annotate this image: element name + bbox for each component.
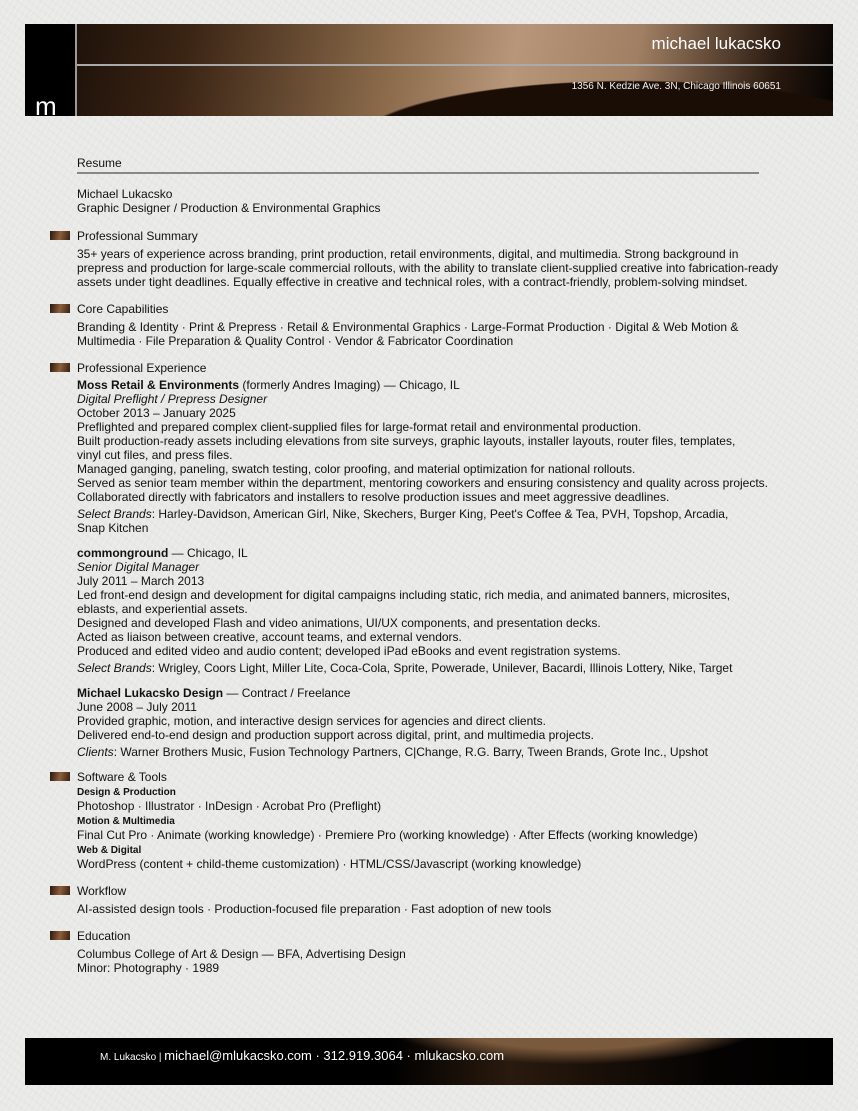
job-duty: vinyl cut files, and press files. (77, 448, 233, 462)
wood-bullet-icon (50, 772, 70, 781)
brands-list: : Harley-Davidson, American Girl, Nike, Skechers, Burger King, Peet's Coffee & Tea, PVH, Topshop, Arcadia, (151, 507, 729, 521)
job-title: Digital Preflight / Prepress Designer (77, 392, 268, 406)
section-heading: Core Capabilities (77, 302, 169, 316)
brands-label: Select Brands (77, 507, 152, 521)
footer-name: M. Lukacsko (100, 1052, 157, 1063)
section-summary (77, 229, 797, 289)
job-company-line (77, 546, 797, 560)
section-education (77, 929, 797, 975)
company-note: (formerly Andres Imaging) — Chicago, IL (239, 378, 460, 392)
job-duty: Preflighted and prepared complex client-supplied files for large-format retail and environmental production. (77, 420, 642, 434)
applicant-name: Michael Lukacsko (77, 187, 173, 201)
job-duty: Led front-end design and development for digital campaigns including static, rich media, and animated banners, microsites, (77, 588, 731, 602)
wood-bullet-icon (50, 231, 70, 240)
footer-contact-info[interactable]: michael@mlukacsko.com · 312.919.3064 · mlukacsko.com (164, 1048, 505, 1063)
job-dates: October 2013 – January 2025 (77, 406, 236, 420)
section-heading: Software & Tools (77, 770, 167, 784)
wood-bullet-icon (50, 363, 70, 372)
wood-bullet-icon (50, 304, 70, 313)
job-duty: eblasts, and experiential assets. (77, 602, 248, 616)
footer-contact (100, 1049, 504, 1065)
company-name: Moss Retail & Environments (77, 378, 240, 392)
job-dates: June 2008 – July 2011 (77, 700, 197, 714)
tool-group-label: Motion & Multimedia (77, 816, 175, 827)
job-company-line (77, 378, 797, 392)
text-line: 35+ years of experience across branding, print production, retail environments, digital, and multimedia. Strong background in (77, 247, 739, 261)
tool-group-label: Design & Production (77, 787, 176, 798)
company-name: commonground (77, 546, 169, 560)
divider (77, 64, 833, 66)
text-line: Columbus College of Art & Design — BFA, Advertising Design (77, 947, 406, 961)
tool-group-label: Web & Digital (77, 845, 142, 856)
job-duty: Delivered end-to-end design and production support across digital, print, and multimedia projects. (77, 728, 594, 742)
company-note: — Chicago, IL (168, 546, 248, 560)
footer-banner (25, 1038, 833, 1085)
text-line: Branding & Identity · Print & Prepress · Retail & Environmental Graphics · Large-Format Production · Digital & Web Motion & (77, 320, 739, 334)
brands-label: Select Brands (77, 661, 152, 675)
header-address: 1356 N. Kedzie Ave. 3N, Chicago Illinois 60651 (571, 81, 781, 92)
job-brands (77, 661, 797, 675)
text-line: Multimedia · File Preparation & Quality Control · Vendor & Fabricator Coordination (77, 334, 514, 348)
section-software (77, 770, 797, 871)
section-heading: Education (77, 929, 131, 943)
section-capabilities (77, 302, 797, 348)
section-experience (77, 361, 797, 759)
resume-body (77, 156, 797, 975)
section-heading: Workflow (77, 884, 127, 898)
text-line: prepress and production for large-scale commercial rollouts, with the ability to translate client-supplied creative into fabrication-ready (77, 261, 779, 275)
section-heading: Professional Experience (77, 361, 207, 375)
tool-list: Photoshop · Illustrator · InDesign · Acrobat Pro (Preflight) (77, 799, 382, 813)
header-name: michael lukacsko (651, 34, 781, 53)
job-dates: July 2011 – March 2013 (77, 574, 205, 588)
section-workflow (77, 884, 797, 916)
text-line: AI-assisted design tools · Production-focused file preparation · Fast adoption of new tools (77, 902, 552, 916)
footer-separator: | (156, 1052, 165, 1063)
brands-list: : Wrigley, Coors Light, Miller Lite, Coca-Cola, Sprite, Powerade, Unilever, Bacardi, Illinois Lottery, Nike, Target (151, 661, 733, 675)
job-duty: Collaborated directly with fabricators and installers to resolve production issues and meet aggressive deadlines. (77, 490, 670, 504)
text-line: assets under tight deadlines. Equally effective in creative and technical roles, with a contract-friendly, problem-solving mindset. (77, 275, 748, 289)
job-entry (77, 378, 797, 535)
job-duty: Acted as liaison between creative, account teams, and external vendors. (77, 630, 462, 644)
job-title: Senior Digital Manager (77, 560, 200, 574)
wood-bullet-icon (50, 931, 70, 940)
wood-bullet-icon (50, 886, 70, 895)
job-duty: Produced and edited video and audio content; developed iPad eBooks and event registration systems. (77, 644, 621, 658)
monogram: m (35, 91, 57, 116)
brands-list: : Warner Brothers Music, Fusion Technology Partners, C|Change, R.G. Barry, Tween Brands, Grote Inc., Upshot (113, 745, 708, 759)
divider (75, 24, 77, 116)
page-title: Resume (77, 156, 759, 174)
applicant-role: Graphic Designer / Production & Environmental Graphics (77, 201, 381, 215)
company-note: — Contract / Freelance (223, 686, 351, 700)
job-duty: Provided graphic, motion, and interactive design services for agencies and direct clients. (77, 714, 546, 728)
job-entry (77, 546, 797, 675)
section-heading: Professional Summary (77, 229, 198, 243)
job-entry (77, 686, 797, 759)
text-line: Minor: Photography · 1989 (77, 961, 220, 975)
header-banner (25, 24, 833, 116)
tool-list: WordPress (content + child-theme customization) · HTML/CSS/Javascript (working knowledge) (77, 857, 582, 871)
job-brands (77, 745, 797, 759)
job-brands (77, 507, 797, 535)
brands-list: Snap Kitchen (77, 521, 149, 535)
job-duty: Managed ganging, paneling, swatch testing, color proofing, and material optimization for national rollouts. (77, 462, 636, 476)
tool-list: Final Cut Pro · Animate (working knowledge) · Premiere Pro (working knowledge) · After Effects (working knowledge) (77, 828, 698, 842)
job-duty: Designed and developed Flash and video animations, UI/UX components, and presentation decks. (77, 616, 601, 630)
company-name: Michael Lukacsko Design (77, 686, 224, 700)
job-duty: Served as senior team member within the department, mentoring coworkers and ensuring consistency and quality across projects. (77, 476, 769, 490)
job-duty: Built production-ready assets including elevations from site surveys, graphic layouts, installer layouts, router files, templates, (77, 434, 736, 448)
brands-label: Clients (77, 745, 114, 759)
job-company-line (77, 686, 797, 700)
